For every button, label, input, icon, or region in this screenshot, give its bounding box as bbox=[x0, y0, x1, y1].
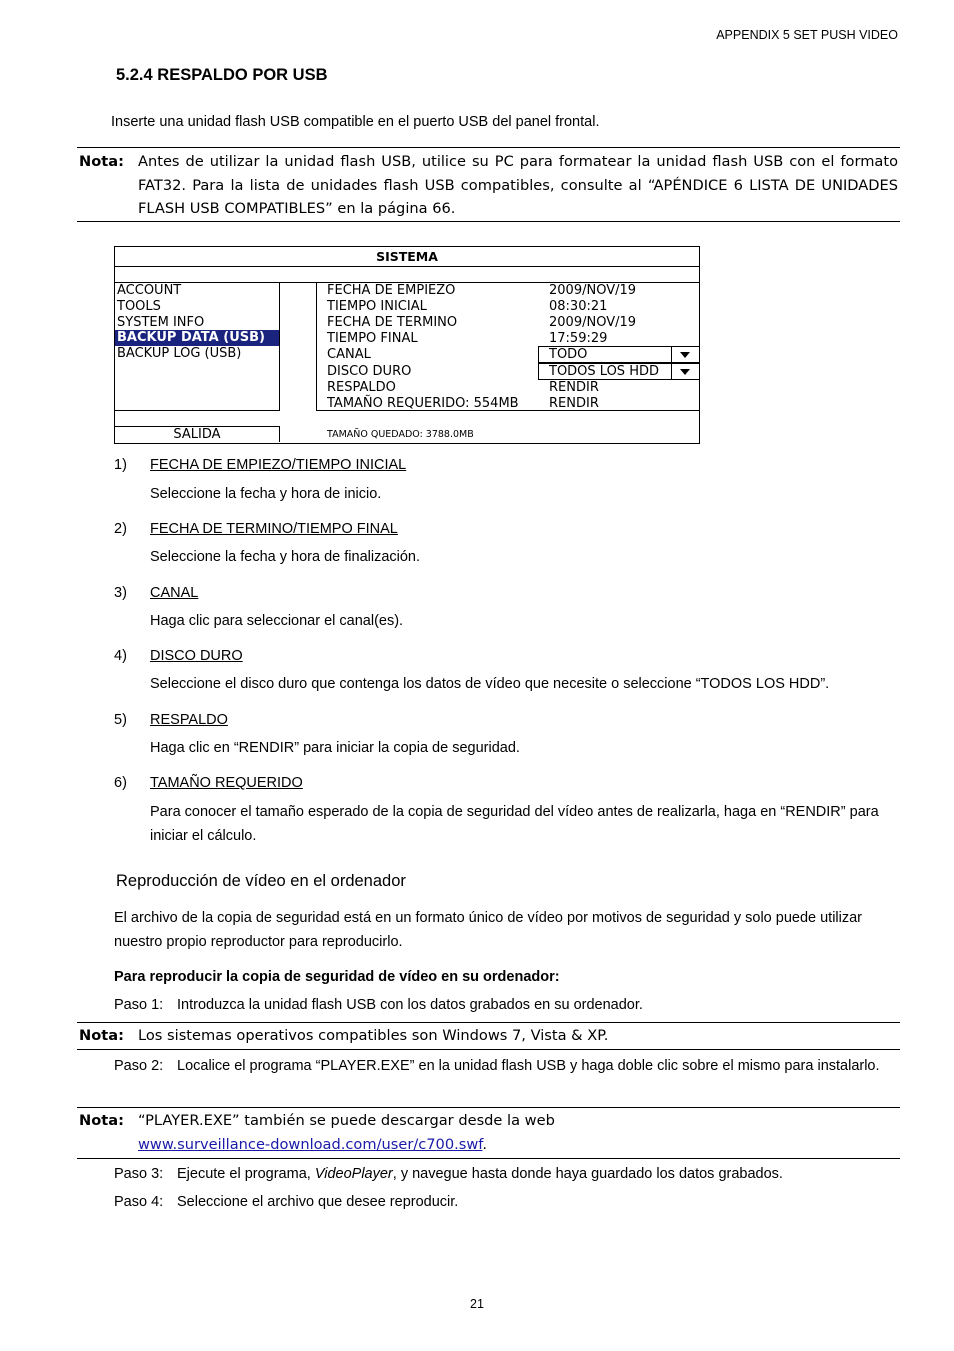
menu-item-system-info[interactable]: SYSTEM INFO bbox=[117, 314, 205, 330]
step-text: Localice el programa “PLAYER.EXE” en la unidad flash USB y haga doble clic sobre el mismo para instalarlo. bbox=[177, 1058, 880, 1074]
note-rule-top bbox=[77, 147, 900, 148]
step-text: Seleccione el archivo que desee reproducir. bbox=[177, 1194, 459, 1210]
step-label: Paso 3: bbox=[114, 1166, 164, 1182]
note-label: Nota: bbox=[79, 153, 124, 170]
field-label: RESPALDO bbox=[327, 380, 396, 395]
field-label: CANAL bbox=[327, 347, 371, 362]
item-number: 6) bbox=[114, 775, 127, 791]
system-menu bbox=[114, 246, 700, 444]
field-label: DISCO DURO bbox=[327, 364, 412, 379]
hdd-select-value: TODOS LOS HDD bbox=[549, 364, 659, 379]
note-box bbox=[79, 1024, 898, 1048]
note-rule-bottom bbox=[77, 1158, 900, 1159]
system-band bbox=[115, 267, 699, 283]
item-number: 3) bbox=[114, 585, 127, 601]
item-desc: Haga clic en “RENDIR” para iniciar la copia de seguridad. bbox=[150, 740, 520, 756]
end-time-value[interactable]: 17:59:29 bbox=[549, 331, 608, 346]
menu-item-tools[interactable]: TOOLS bbox=[117, 298, 161, 314]
step-text bbox=[177, 1162, 898, 1186]
backup-render-button[interactable]: RENDIR bbox=[549, 380, 599, 395]
step-label: Paso 4: bbox=[114, 1194, 164, 1210]
note-box bbox=[79, 150, 898, 221]
start-time-value[interactable]: 08:30:21 bbox=[549, 299, 608, 314]
note-rule-top bbox=[77, 1022, 900, 1023]
start-date-value[interactable]: 2009/NOV/19 bbox=[549, 283, 637, 298]
step-2 bbox=[114, 1054, 898, 1078]
item-number: 1) bbox=[114, 457, 127, 473]
item-desc: Haga clic para seleccionar el canal(es). bbox=[150, 613, 404, 629]
note-text: Los sistemas operativos compatibles son Windows 7, Vista & XP. bbox=[138, 1027, 609, 1044]
exit-button[interactable]: SALIDA bbox=[115, 426, 280, 442]
item-desc: Para conocer el tamaño esperado de la copia de seguridad del vídeo antes de realizarla, haga en “RENDIR” para iniciar el cálculo. bbox=[150, 804, 879, 844]
running-header: APPENDIX 5 SET PUSH VIDEO bbox=[716, 28, 898, 42]
page-number: 21 bbox=[470, 1297, 484, 1311]
field-label: TIEMPO INICIAL bbox=[327, 299, 427, 314]
playback-paragraph: El archivo de la copia de seguridad está en un formato único de vídeo por motivos de seguridad y solo puede utilizar nuestro propio reproductor para reproducirlo. bbox=[114, 910, 863, 950]
note-rule-top bbox=[77, 1107, 900, 1108]
chevron-down-icon[interactable] bbox=[671, 347, 699, 362]
item-title: FECHA DE TERMINO/TIEMPO FINAL bbox=[150, 521, 398, 537]
item-desc: Seleccione la fecha y hora de inicio. bbox=[150, 486, 382, 502]
step-text: Introduzca la unidad flash USB con los datos grabados en su ordenador. bbox=[177, 997, 643, 1013]
item-number: 4) bbox=[114, 648, 127, 664]
note-box bbox=[79, 1109, 898, 1156]
note-text-part: “PLAYER.EXE” también se puede descargar desde la web bbox=[138, 1112, 555, 1129]
step-label: Paso 1: bbox=[114, 997, 164, 1013]
item-title: RESPALDO bbox=[150, 712, 228, 728]
item-desc: Seleccione el disco duro que contenga los datos de vídeo que necesite o seleccione “TODOS LOS HDD”. bbox=[150, 676, 830, 692]
note-end: . bbox=[482, 1135, 488, 1153]
chevron-down-icon[interactable] bbox=[671, 364, 699, 379]
item-title: DISCO DURO bbox=[150, 648, 243, 664]
step-4 bbox=[114, 1190, 898, 1214]
note-rule-bottom bbox=[77, 221, 900, 222]
step-3 bbox=[114, 1162, 898, 1186]
step-text-part: , y navegue hasta donde haya guardado los datos grabados. bbox=[392, 1166, 783, 1182]
system-title: SISTEMA bbox=[115, 247, 699, 267]
hdd-select[interactable] bbox=[538, 363, 700, 380]
intro-text: Inserte una unidad flash USB compatible en el puerto USB del panel frontal. bbox=[111, 114, 600, 130]
item-number: 5) bbox=[114, 712, 127, 728]
step-1 bbox=[114, 993, 898, 1017]
note-label: Nota: bbox=[79, 1112, 124, 1129]
field-label: FECHA DE EMPIEZO bbox=[327, 283, 456, 298]
menu-item-backup-log[interactable]: BACKUP LOG (USB) bbox=[117, 346, 242, 362]
item-title: TAMAÑO REQUERIDO bbox=[150, 775, 303, 791]
program-name: VideoPlayer bbox=[314, 1166, 393, 1182]
field-label: FECHA DE TERMINO bbox=[327, 315, 458, 330]
note-label: Nota: bbox=[79, 1027, 124, 1044]
note-text: Antes de utilizar la unidad flash USB, utilice su PC para formatear la unidad flash USB con el formato FAT32. Para la lista de unidades flash USB compatibles, consulte al “APÉNDICE 6 LISTA DE UNIDADES FLASH USB COMPATIBLES” en la página 66. bbox=[138, 153, 898, 217]
item-desc: Seleccione la fecha y hora de finalización. bbox=[150, 549, 421, 565]
section-title: 5.2.4 RESPALDO POR USB bbox=[116, 66, 328, 84]
note-text bbox=[138, 1109, 898, 1156]
download-link[interactable]: www.surveillance-download.com/user/c700.swf bbox=[138, 1135, 483, 1153]
system-menu-list bbox=[115, 283, 280, 411]
remaining-size: TAMAÑO QUEDADO: 3788.0MB bbox=[327, 429, 474, 440]
item-title: FECHA DE EMPIEZO/TIEMPO INICIAL bbox=[150, 457, 407, 473]
note-rule-bottom bbox=[77, 1049, 900, 1050]
item-number: 2) bbox=[114, 521, 127, 537]
size-render-button[interactable]: RENDIR bbox=[549, 396, 599, 411]
playback-heading: Reproducción de vídeo en el ordenador bbox=[116, 872, 406, 890]
backup-panel bbox=[316, 283, 699, 411]
item-title: CANAL bbox=[150, 585, 199, 601]
step-text-part: Ejecute el programa, bbox=[177, 1166, 315, 1182]
field-label: TAMAÑO REQUERIDO: 554MB bbox=[327, 396, 519, 411]
step-label: Paso 2: bbox=[114, 1058, 164, 1074]
playback-bold-heading: Para reproducir la copia de seguridad de vídeo en su ordenador: bbox=[114, 969, 560, 985]
channel-select-value: TODO bbox=[549, 347, 588, 362]
channel-select[interactable] bbox=[538, 346, 700, 363]
end-date-value[interactable]: 2009/NOV/19 bbox=[549, 315, 637, 330]
field-label: TIEMPO FINAL bbox=[327, 331, 418, 346]
menu-item-account[interactable]: ACCOUNT bbox=[117, 283, 182, 298]
menu-item-backup-data[interactable]: BACKUP DATA (USB) bbox=[115, 330, 279, 346]
